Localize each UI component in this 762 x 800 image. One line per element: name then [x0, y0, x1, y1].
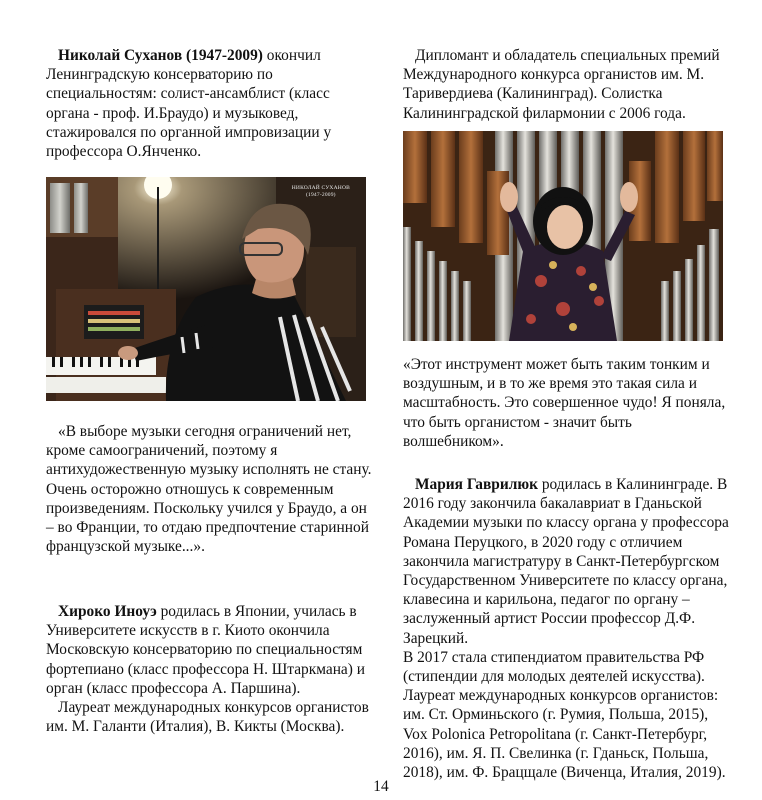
sukhanov-name: Николай Суханов (1947-2009)	[58, 47, 263, 64]
inoue-quote: «Этот инструмент может быть таким тонким и воздушным, и в то же время это такая сила и масштабность. Это совершенное чудо! Я поняла, что быть органистом - значит быть волшебником».	[403, 356, 726, 450]
sukhanov-photo-caption	[292, 185, 350, 199]
gavrilyuk-name: Мария Гаврилюк	[415, 476, 538, 493]
inoue-bio-paragraph	[46, 602, 372, 698]
sukhanov-bio-text: окончил Ленинградскую консерваторию по специальностям: солист-ансамблист (класс органа - проф. И.Браудо) и музыковед, стажировался по органной импровизации у профессора О.Янченко.	[46, 47, 332, 161]
sukhanov-photo	[46, 177, 366, 401]
sukhanov-photo-caption-name: НИКОЛАЙ СУХАНОВ	[291, 185, 350, 191]
gavrilyuk-bio	[403, 475, 729, 782]
gavrilyuk-scholarship: В 2017 стала стипендиатом правительства РФ (стипендии для молодых деятелей искусства).	[403, 648, 705, 686]
gavrilyuk-laureate: Лауреат международных конкурсов органистов: им. Ст. Орминьского (г. Румия, Польша, 2015), Vox Polonica Petropolitana (г. Санкт-Петербург, 2016), им. Я. П. Свелинка (г. Гданьск, Польша, 2018), им. Ф. Брацщале (Виченца, Италия, 2019).	[403, 687, 726, 782]
inoue-name: Хироко Иноуэ	[58, 603, 157, 620]
inoue-bio	[46, 602, 372, 736]
sukhanov-bio	[46, 46, 372, 161]
sukhanov-quote: «В выборе музыки сегодня ограничений нет, кроме самоограничений, поэтому я антихудожественную музыку исполнять не стану. Очень осторожно отношусь к современным произведениям. Поскольку учился у Браудо, а он – во Франции, то отдаю предпочтение старинной французской музыке...».	[46, 423, 372, 556]
inoue-diploma: Дипломант и обладатель специальных премий Международного конкурса органистов им. М. Таривердиева (Калининград). Солистка Калининградской филармонии с 2006 года.	[403, 47, 720, 122]
inoue-photo-illustration	[403, 131, 723, 341]
gavrilyuk-bio-text: родилась в Калининграде. В 2016 году закончила бакалавриат в Гданьской Академии музыки по классу органа у профессора Романа Перуцкого, в 2020 году с отличием закончила магистратуру в Санкт-Петербургском Государственном Университете по классу органа, клавесина и карильона, педагог по органу – заслуженный артист России профессор Д.Ф. Зарецкий.	[403, 476, 729, 647]
gavrilyuk-bio-paragraph	[403, 475, 729, 648]
inoue-bio-text: родилась в Японии, училась в Университете искусств в г. Киото окончила Московскую консерваторию по специальностям фортепиано (класс профессора Н. Штаркмана) и орган (класс профессора А. Паршина).	[46, 603, 365, 697]
sukhanov-photo-illustration	[46, 177, 366, 401]
page-number: 14	[373, 778, 389, 795]
sukhanov-photo-caption-years: (1947-2009)	[306, 192, 336, 198]
inoue-photo	[403, 131, 723, 341]
inoue-laureate: Лауреат международных конкурсов органистов им. М. Галанти (Италия), В. Кикты (Москва).	[46, 699, 369, 736]
